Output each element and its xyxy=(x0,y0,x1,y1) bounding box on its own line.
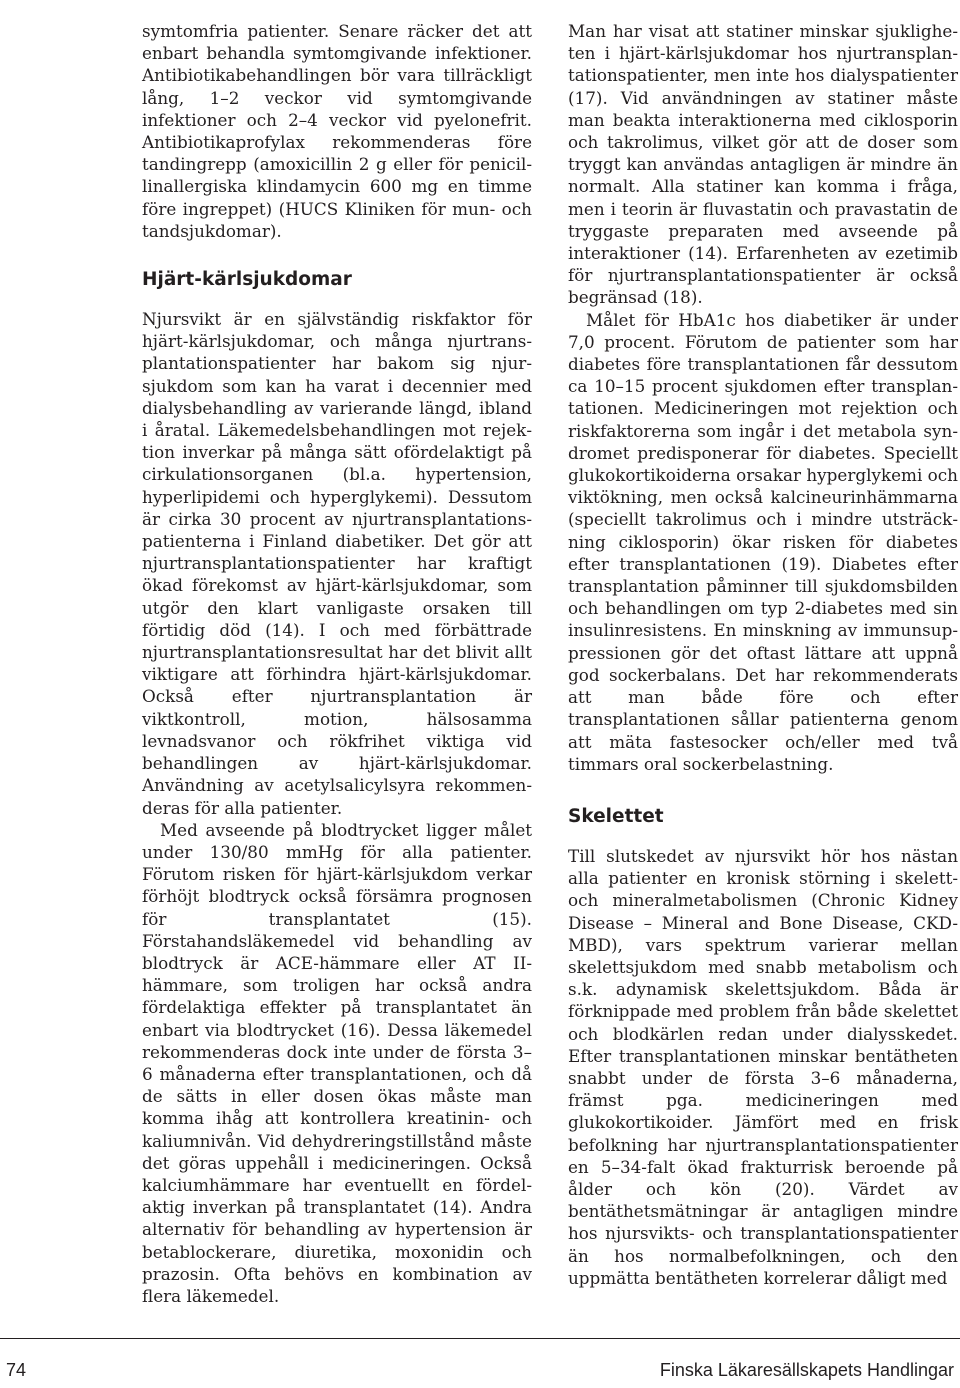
paragraph-intro: symtomfria patienter. Senare räcker det att enbart behandla symtomgivande infektioner. Antibiotikabehandlingen bör vara tillräckligt lång, 1–2 veckor vid symtomgivande infektioner och 2–4 veckor vid pyelonefrit. Antibiotikaprofylax rekommenderas före tandingrepp (amoxicillin 2 g eller för penicillinallergiska klindamycin 600 mg en timme före ingreppet) (HUCS Kliniken för mun- och tandsjukdomar). xyxy=(142,21,532,241)
paragraph-heart-1: Njursvikt är en självständig riskfaktor för hjärt-kärlsjukdomar, och många njurtransplantationspatienter har bakom sig njursjukdom som kan ha varat i decennier med dialysbehandling av varierande längd, ibland i åratal. Läkemedelsbehandlingen mot rejektion inverkar på många sätt ofördelaktigt på cirkulationsorganen (bl.a. hypertension, hyperlipidemi och hyperglykemi). Dessutom är cirka 30 procent av njurtransplantationspatienterna i Finland diabetiker. Det gör att njurtransplantationspatienter har kraftigt ökad förekomst av hjärt-kärlsjukdomar, som utgör den klart vanligaste orsaken till förtidig död (14). I och med förbättrade njurtransplantationsresultat har det blivit allt viktigare att förhindra hjärt-kärlsjukdomar. Också efter njurtransplantation är viktkontroll, motion, hälsosamma levnadsvanor och rökfrihet viktiga vid behandlingen av hjärt-kärlsjukdomar. Användning av acetylsalicylsyra rekommenderas för alla patienter. xyxy=(142,309,532,818)
heading-heart-disease: Hjärt-kärlsjukdomar xyxy=(142,269,352,291)
journal-name: Finska Läkaresällskapets Handlingar xyxy=(659,1360,954,1380)
paragraph-statins: Man har visat att statiner minskar sjukligheten i hjärt-kärlsjukdomar hos njurtransplantationspatienter, men inte hos dialyspatienter (17). Vid användningen av statiner måste man beakta interaktionerna med ciklosporin och takrolimus, vilket gör att de doser som tryggt kan användas antagligen är mindre än normalt. Alla statiner kan komma i fråga, men i teorin är fluvastatin och pravastatin de tryggaste preparaten med avseende på interaktioner (14). Erfarenheten av ezetimib för njurtransplantationspatienter är också begränsad (18). xyxy=(568,21,958,308)
footer-divider xyxy=(0,1338,960,1339)
paragraph-skeleton: Till slutskedet av njursvikt hör hos nästan alla patienter en kronisk störning i skelett- och mineralmetabolismen (Chronic Kidney Disease – Mineral and Bone Disease, CKD-MBD), vars spektrum varierar mellan skelettsjukdom med snabb metabolism och s.k. adynamisk skelettsjukdom. Båda är förknippade med problem från både skelettet och blodkärlen redan under dialysskedet. Efter transplantationen minskar bentätheten snabbt under de första 3–6 månaderna, främst pga. medicineringen med glukokortikoider. Jämfört med en frisk befolkning har njurtransplantationspatienter en 5–34-falt ökad frakturrisk beroende på ålder och kön (20). Värdet av bentäthetsmätningar är antagligen mindre hos njursvikts- och transplantationspatienter än hos normalbefolkningen, och den uppmätta bentätheten korrelerar dåligt med xyxy=(568,845,958,1288)
paragraph-diabetes: Målet för HbA1c hos diabetiker är under 7,0 procent. Förutom de patienter som har diabetes före transplantationen får dessutom ca 10–15 procent sjukdomen efter transplantationen. Medicineringen mot rejektion och riskfaktorerna som ingår i det metabola syndromet predisponerar för diabetes. Speciellt glukokortikoiderna orsakar hyperglykemi och viktökning, men också kalcineurinhämmarna (speciellt takrolimus och i mindre utsträckning ciklosporin) ökar risken för diabetes efter transplantationen (19). Diabetes efter transplantation påminner till sjukdomsbilden och behandlingen om typ 2-diabetes med sin insulinresistens. En minskning av immunsuppressionen gör det oftast lättare att uppnå god sockerbalans. Det har rekommenderats att man både före och efter transplantationen sållar patienterna genom att mäta fastesocker och/eller med två timmars oral sockerbelastning. xyxy=(568,309,958,774)
heading-skeleton: Skelettet xyxy=(568,805,664,827)
left-column xyxy=(142,20,532,1307)
paragraph-heart-2: Med avseende på blodtrycket ligger målet under 130/80 mmHg för alla patienter. Förutom risken för hjärt-kärlsjukdom verkar förhöjt blodtryck också försämra prognosen för transplantatet (15). Förstahandsläkemedel vid behandling av blodtryck är ACE-hämmare eller AT II-hämmare, som troligen har också andra fördelaktiga effekter på transplantatet än enbart via blodtrycket (16). Dessa läkemedel rekommenderas dock inte under de första 3–6 månaderna efter transplantationen, och då de sätts in eller dosen ökas måste man komma ihåg att kontrollera kreatinin- och kaliumnivån. Vid dehydreringstillstånd måste det göras uppehåll i medicineringen. Också kalciumhämmare har eventuellt en fördelaktig inverkan på transplantatet (14). Andra alternativ för behandling av hypertension är betablockerare, diuretika, moxonidin och prazosin. Ofta behövs en kombination av flera läkemedel. xyxy=(142,819,532,1306)
right-column xyxy=(568,20,958,1289)
page-number: 74 xyxy=(6,1360,27,1380)
